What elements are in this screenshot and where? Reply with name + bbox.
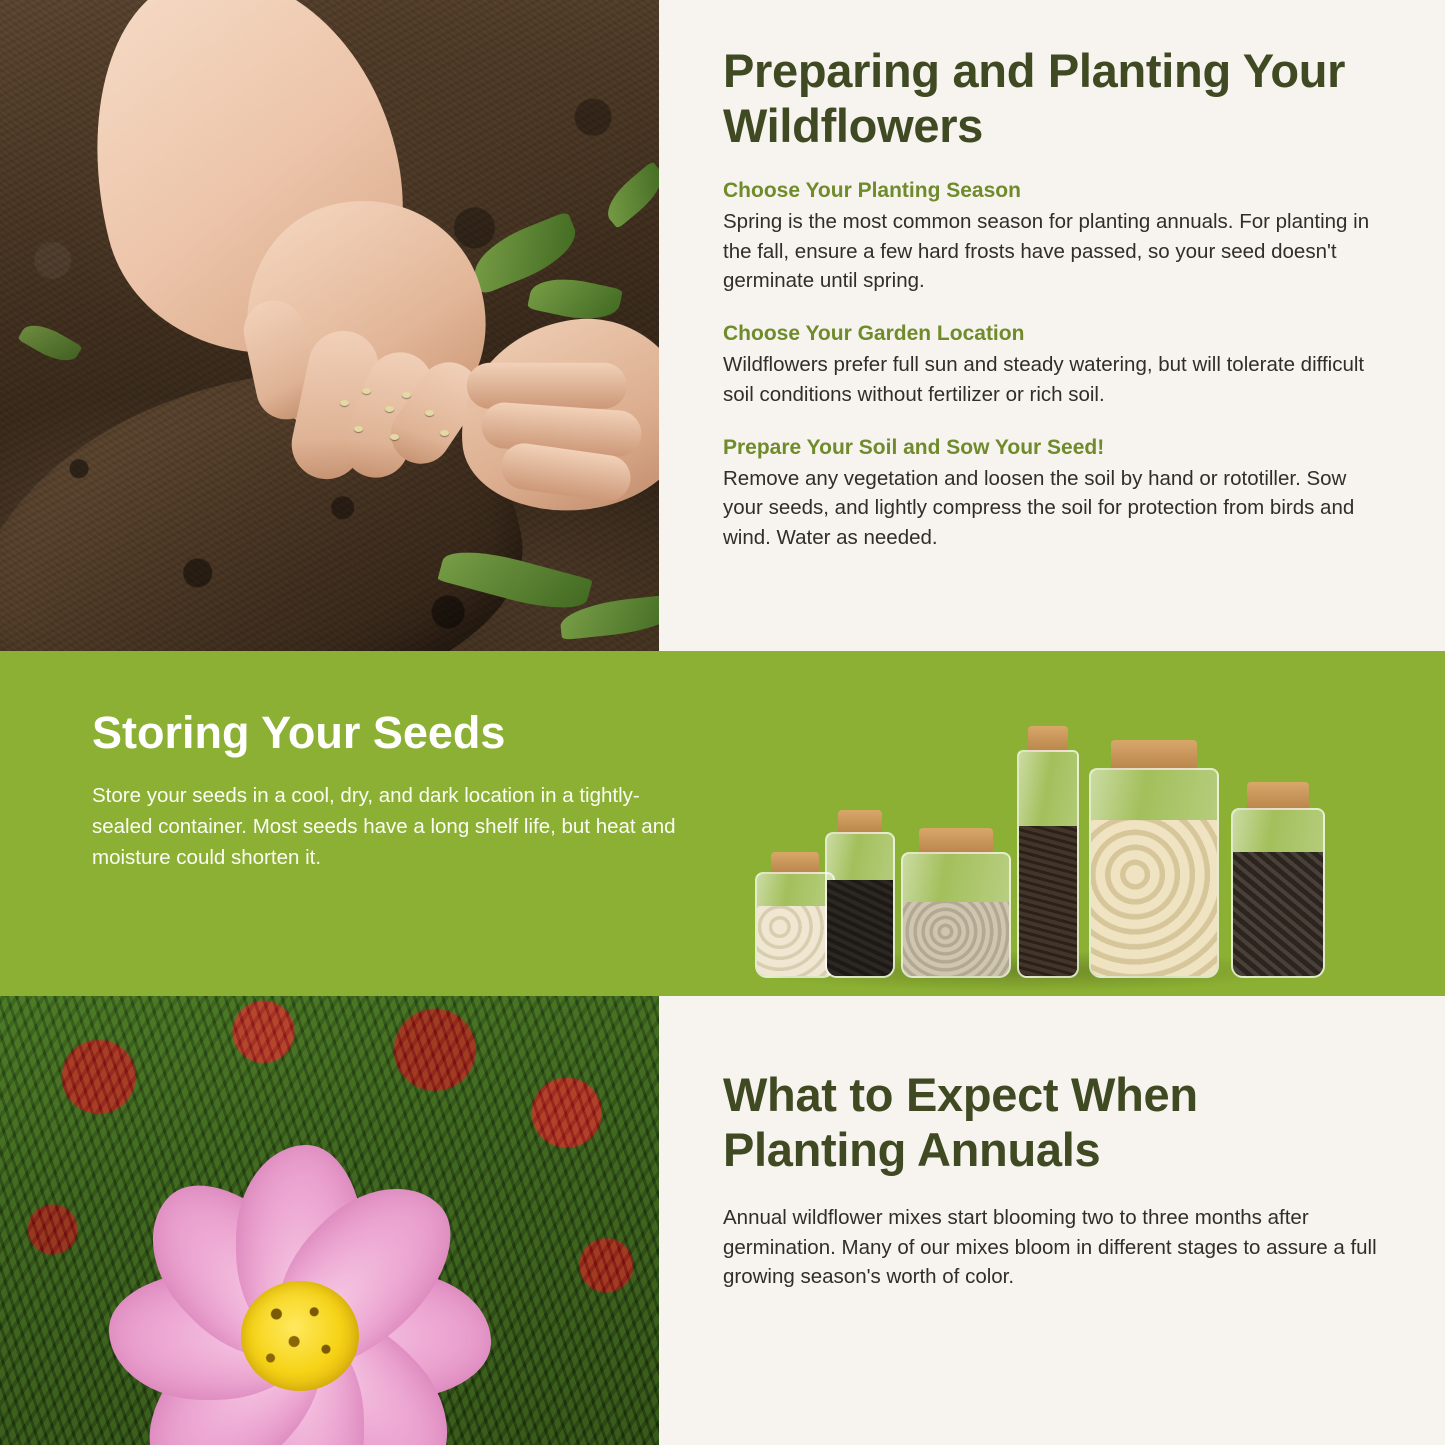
jar-glass xyxy=(755,872,835,978)
body-garden-location: Wildflowers prefer full sun and steady watering, but will tolerate difficult soil conditions without fertilizer or rich soil. xyxy=(723,353,1365,406)
jar-contents xyxy=(1091,820,1217,976)
preparing-planting-text xyxy=(659,0,1445,651)
seed-jar-black-seeds xyxy=(825,828,895,978)
body-prepare-soil: Remove any vegetation and loosen the soil by hand or rototiller. Sow your seeds, and lightly compress the soil for protection from birds and wind. Water as needed. xyxy=(723,466,1355,550)
jar-glass xyxy=(901,852,1011,978)
what-to-expect-body: Annual wildflower mixes start blooming two to three months after germination. Many of our mixes bloom in different stages to assure a full growing season's worth of color. xyxy=(723,1206,1377,1289)
section-what-to-expect xyxy=(0,996,1445,1445)
jar-glass xyxy=(1017,750,1079,978)
block-prepare-soil xyxy=(723,436,1387,553)
jar-contents xyxy=(827,880,893,976)
cork-stopper xyxy=(1028,726,1068,752)
jar-glass xyxy=(1089,768,1219,978)
jar-glass xyxy=(825,832,895,978)
subheading-garden-location: Choose Your Garden Location xyxy=(723,322,1025,346)
section-storing-seeds xyxy=(0,651,1445,996)
block-planting-season xyxy=(723,179,1387,296)
storing-seeds-text xyxy=(0,651,700,996)
seeds-in-hand xyxy=(330,380,480,470)
storing-seeds-title: Storing Your Seeds xyxy=(92,707,506,758)
what-to-expect-title: What to Expect When Planting Annuals xyxy=(723,1068,1198,1176)
glass-jars-of-seeds-image xyxy=(725,706,1365,996)
cork-stopper xyxy=(838,810,882,834)
flower-center-detail xyxy=(241,1281,359,1391)
section-preparing-planting xyxy=(0,0,1445,651)
seed-jar-grey-seeds xyxy=(901,848,1011,978)
body-planting-season: Spring is the most common season for planting annuals. For planting in the fall, ensure a few hard frosts have passed, so your seed doesn't germinate until spring. xyxy=(723,210,1370,293)
storing-seeds-body: Store your seeds in a cool, dry, and dark location in a tightly-sealed container. Most seeds have a long shelf life, but heat and moisture could shorten it. xyxy=(92,784,676,869)
cork-stopper xyxy=(1247,782,1309,810)
seed-jar-white-beans xyxy=(755,868,835,978)
hand-sowing-seeds-in-soil-image xyxy=(0,0,659,651)
jar-contents xyxy=(1233,852,1323,976)
cork-stopper xyxy=(919,828,993,854)
jar-contents xyxy=(757,906,833,976)
jar-glass xyxy=(1231,808,1325,978)
subheading-planting-season: Choose Your Planting Season xyxy=(723,179,1021,203)
what-to-expect-text xyxy=(659,996,1445,1445)
jar-contents xyxy=(1019,826,1077,976)
flower-center xyxy=(241,1281,359,1391)
subheading-prepare-soil: Prepare Your Soil and Sow Your Seed! xyxy=(723,435,1105,459)
finger xyxy=(467,363,627,409)
block-garden-location xyxy=(723,322,1387,409)
jar-contents xyxy=(903,902,1009,976)
seed-jar-pumpkin-seeds xyxy=(1089,763,1219,978)
seed-jar-sunflower-seeds xyxy=(1231,803,1325,978)
cork-stopper xyxy=(771,852,819,874)
seed-jar-tall-tube xyxy=(1017,746,1079,978)
page-title: Preparing and Planting Your Wildflowers xyxy=(723,44,1346,152)
cork-stopper xyxy=(1111,740,1197,770)
cosmos-bloom xyxy=(30,1126,570,1445)
pink-cosmos-flower-image xyxy=(0,996,659,1445)
